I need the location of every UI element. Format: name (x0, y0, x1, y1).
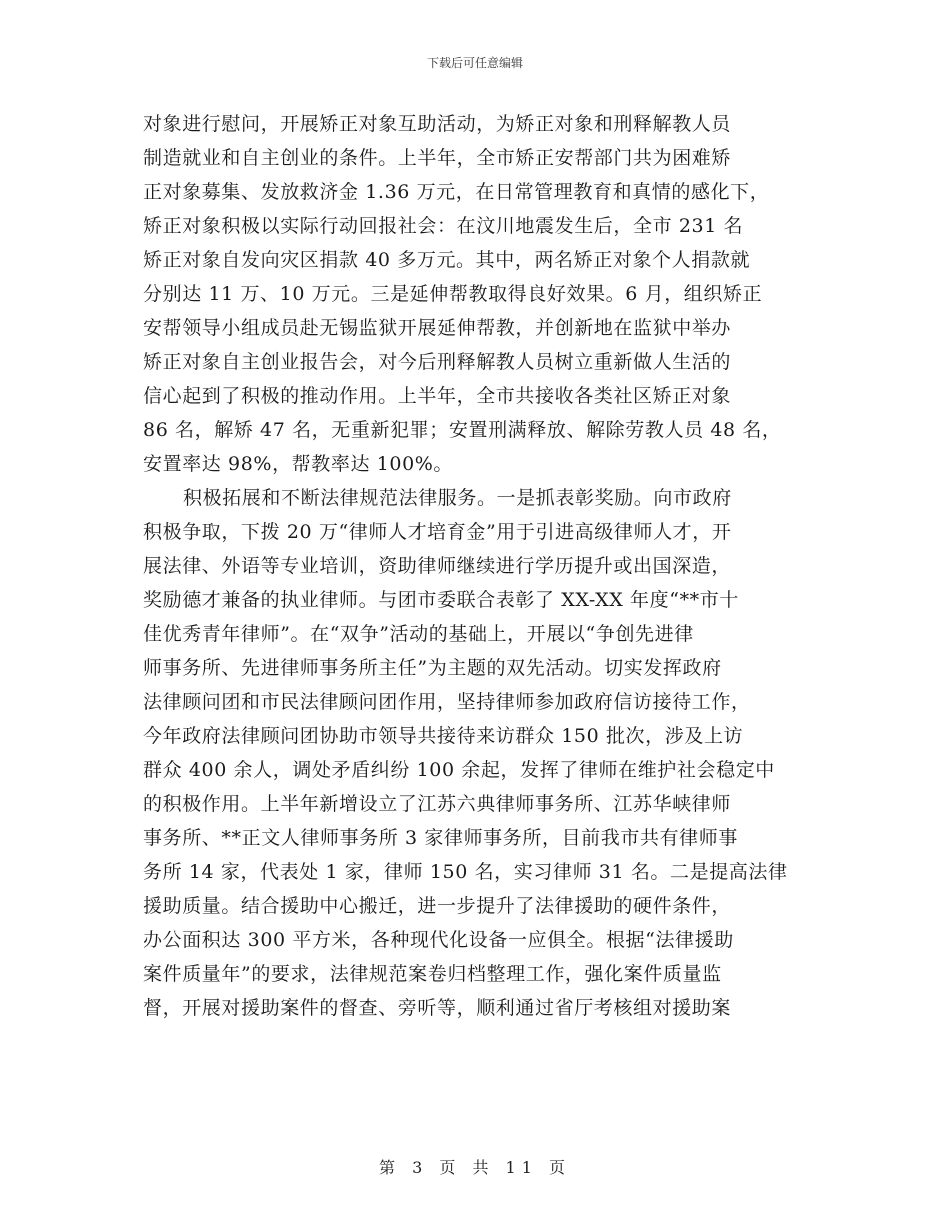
text-line: 制造就业和自主创业的条件。上半年，全市矫正安帮部门共为困难矫 (143, 147, 732, 169)
text-line: 展法律、外语等专业培训，资助律师继续进行学历提升或出国深造， (143, 555, 732, 577)
text-line: 务所 14 家，代表处 1 家，律师 150 名，实习律师 31 名。二是提高法律 (143, 861, 788, 883)
text-line: 分别达 11 万、10 万元。三是延伸帮教取得良好效果。6 月，组织矫正 (143, 283, 763, 305)
text-line: 矫正对象积极以实际行动回报社会：在汶川地震发生后，全市 231 名 (143, 215, 744, 237)
text-line: 援助质量。结合援助中心搬迁，进一步提升了法律援助的硬件条件， (143, 895, 732, 917)
text-line: 佳优秀青年律师”。在“双争”活动的基础上，开展以“争创先进律 (143, 623, 694, 645)
text-line: 督，开展对援助案件的督查、旁听等，顺利通过省厅考核组对援助案 (143, 997, 732, 1019)
text-line: 师事务所、先进律师事务所主任”为主题的双先活动。切实发挥政府 (143, 657, 722, 679)
text-line: 对象进行慰问，开展矫正对象互助活动，为矫正对象和刑释解教人员 (143, 113, 732, 135)
text-line: 事务所、**正文人律师事务所 3 家律师事务所，目前我市共有律师事 (143, 827, 738, 849)
text-line: 群众 400 余人，调处矛盾纠纷 100 余起，发挥了律师在维护社会稳定中 (143, 759, 775, 781)
page-footer: 第 3 页 共 11 页 (379, 1158, 571, 1177)
text-line: 安帮领导小组成员赴无锡监狱开展延伸帮教，并创新地在监狱中举办 (143, 317, 732, 339)
page-header: 下载后可任意编辑 (426, 56, 523, 70)
text-line: 86 名，解矫 47 名，无重新犯罪；安置刑满释放、解除劳教人员 48 名， (143, 419, 782, 441)
paragraph-2 (143, 481, 815, 1025)
text-line: 信心起到了积极的推动作用。上半年，全市共接收各类社区矫正对象 (143, 385, 732, 407)
text-line: 安置率达 98%，帮教率达 100%。 (143, 453, 454, 475)
text-line: 办公面积达 300 平方米，各种现代化设备一应俱全。根据“法律援助 (143, 929, 734, 951)
text-line: 今年政府法律顾问团协助市领导共接待来访群众 150 批次，涉及上访 (143, 725, 744, 747)
document-body (143, 107, 815, 1025)
text-line: 法律顾问团和市民法律顾问团作用，坚持律师参加政府信访接待工作， (143, 691, 751, 713)
text-line: 案件质量年”的要求，法律规范案卷归档整理工作，强化案件质量监 (143, 963, 722, 985)
text-line: 积极争取，下拨 20 万“律师人才培育金”用于引进高级律师人才，开 (143, 521, 732, 543)
text-line: 矫正对象自主创业报告会，对今后刑释解教人员树立重新做人生活的 (143, 351, 732, 373)
text-line: 正对象募集、发放救济金 1.36 万元，在日常管理教育和真情的感化下， (143, 181, 770, 203)
paragraph-1 (143, 107, 815, 481)
text-line: 矫正对象自发向灾区捐款 40 多万元。其中，两名矫正对象个人捐款就 (143, 249, 751, 271)
text-line: 积极拓展和不断法律规范法律服务。一是抓表彰奖励。向市政府 (183, 487, 732, 509)
text-line: 的积极作用。上半年新增设立了江苏六典律师事务所、江苏华峡律师 (143, 793, 732, 815)
text-line: 奖励德才兼备的执业律师。与团市委联合表彰了 XX-XX 年度“**市十 (143, 589, 739, 611)
